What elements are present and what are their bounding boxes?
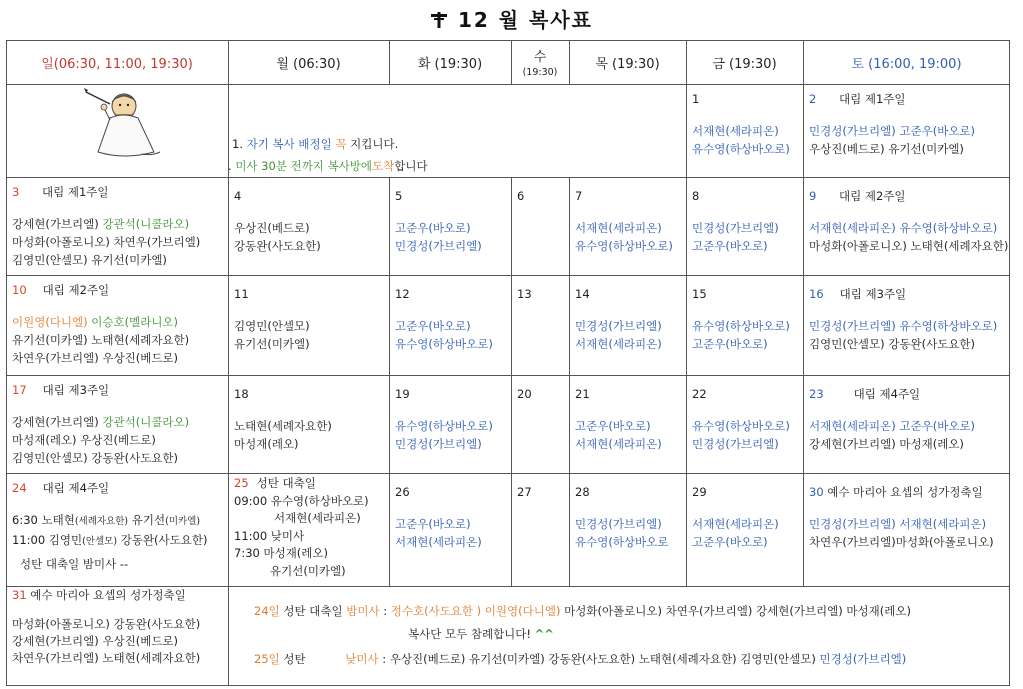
notice-line-2: . 미사 30분 전까지 복사방에도착합니다	[228, 159, 428, 173]
day-cell-14: 14 민경성(가브리엘) 서재현(세라피온)	[575, 287, 662, 351]
day-cell-7: 7 서재현(세라피온) 유수영(하상바오로)	[575, 189, 673, 253]
day-cell-25: 25 성탄 대축일 09:00 유수영(하상바오로) 서재현(세라피온) 11:00 낮미사 7:30 마성재(레오) 유기선(미카엘)	[234, 476, 369, 578]
day-cell-4: 4 우상진(베드로) 강동완(사도요한)	[234, 189, 321, 253]
day-cell-23: 23 대림 제4주일 서재현(세라피온) 고준우(바오로) 강세현(가브리엘) 마성재(레오)	[809, 387, 976, 451]
header-wednesday: 수 (19:30)	[522, 50, 558, 78]
day-cell-28: 28 민경성(가브리엘) 유수영(하상바오로	[575, 485, 669, 549]
header-tuesday: 화 (19:30)	[417, 56, 483, 72]
day-cell-29: 29 서재현(세라피온) 고준우(바오로)	[692, 485, 779, 549]
day-cell-31: 31 예수 마리아 요셉의 성가정축일 마성화(아폴로니오) 강동완(사도요한) 강세현(가브리엘) 우상진(베드로) 차연우(가브리엘) 노태현(세례자요한)	[12, 588, 201, 665]
day-cell-26: 26 고준우(바오로) 서재현(세라피온)	[395, 485, 482, 549]
day-cell-27: 27	[517, 485, 532, 499]
day-cell-22: 22 유수영(하상바오로) 민경성(가브리엘)	[692, 387, 790, 451]
day-cell-1: 1 서재현(세라피온) 유수영(하상바오로)	[692, 92, 790, 156]
day-cell-13: 13	[517, 287, 532, 301]
day-cell-19: 19 유수영(하상바오로) 민경성(가브리엘)	[395, 387, 493, 451]
day-cell-12: 12 고준우(바오로) 유수영(하상바오로)	[395, 287, 493, 351]
day-cell-20: 20	[517, 387, 532, 401]
day-cell-15: 15 유수영(하상바오로) 고준우(바오로)	[692, 287, 790, 351]
altar-server-figure-icon	[84, 84, 170, 160]
day-cell-21: 21 고준우(바오로) 서재현(세라피온)	[575, 387, 662, 451]
day-cell-10: 10 대림 제2주일 이원영(다니엘) 이승호(멜라니오) 유기선(미카엘) 노태현(세례자요한) 차연우(가브리엘) 우상진(베드로)	[12, 283, 190, 365]
day-cell-9: 9 대림 제2주일 서재현(세라피온) 유수영(하상바오로) 마성화(아폴로니오) 노태현(세례자요한)	[809, 189, 1009, 253]
day-cell-18: 18 노태현(세례자요한) 마성재(레오)	[234, 387, 332, 451]
day-cell-16: 16 대림 제3주일 민경성(가브리엘) 유수영(하상바오로) 김영민(안셀모) 강동완(사도요한)	[809, 287, 998, 351]
header-saturday: 토 (16:00, 19:00)	[851, 56, 962, 72]
header-sunday: 일(06:30, 11:00, 19:30)	[41, 56, 193, 72]
header-friday: 금 (19:30)	[712, 56, 777, 72]
all-servers-attend-row: 복사단 모두 참례합니다! ^^	[408, 627, 554, 641]
notice-line-1: 1. 자기 복사 배정일 꼭 지킵니다.	[232, 137, 399, 151]
day-cell-2: 2 대림 제1주일 민경성(가브리엘) 고준우(바오로) 우상진(베드로) 유기선(미카엘)	[809, 92, 976, 156]
day-cell-24: 24 대림 제4주일 6:30 노태현(세례자요한) 유기선(미카엘) 11:00 김영민(안셀모) 강동완(사도요한) 성탄 대축일 밤미사 --	[12, 481, 208, 571]
day-cell-17: 17 대림 제3주일 강세현(가브리엘) 강관석(니콜라오) 마성재(레오) 우상진(베드로) 김영민(안셀모) 강동완(사도요한)	[12, 383, 190, 465]
header-thursday: 목 (19:30)	[595, 56, 660, 72]
day-cell-11: 11 김영민(안셀모) 유기선(미카엘)	[234, 287, 310, 351]
header-monday: 월 (06:30)	[276, 56, 341, 72]
day-cell-5: 5 고준우(바오로) 민경성(가브리엘)	[395, 189, 482, 253]
schedule-table	[6, 40, 1010, 686]
day-cell-6: 6	[517, 189, 525, 203]
day-cell-30: 30 예수 마리아 요셉의 성가정축일 민경성(가브리엘) 서재현(세라피온) 차연우(가브리엘)마성화(아폴로니오)	[809, 485, 994, 549]
christmas-day-mass-row: 25일 성탄 낮미사 : 우상진(베드로) 유기선(미카엘) 강동완(사도요한) 노태현(세례자요한) 김영민(안셀모) 민경성(가브리엘)	[254, 652, 907, 666]
cross-icon	[430, 11, 448, 29]
day-cell-8: 8 민경성(가브리엘) 고준우(바오로)	[692, 189, 779, 253]
christmas-eve-mass-row: 24일 성탄 대축일 밤미사 : 정수호(사도요한 ) 이원영(다니엘) 마성화(아폴로니오) 차연우(가브리엘) 강세현(가브리엘) 마성재(레오)	[254, 604, 911, 618]
day-cell-3: 3 대림 제1주일 강세현(가브리엘) 강관석(니콜라오) 마성화(아폴로니오) 차연우(가브리엘) 김영민(안셀모) 유기선(미카엘)	[12, 185, 201, 267]
page-title: 12 월 복사표	[0, 4, 1023, 33]
